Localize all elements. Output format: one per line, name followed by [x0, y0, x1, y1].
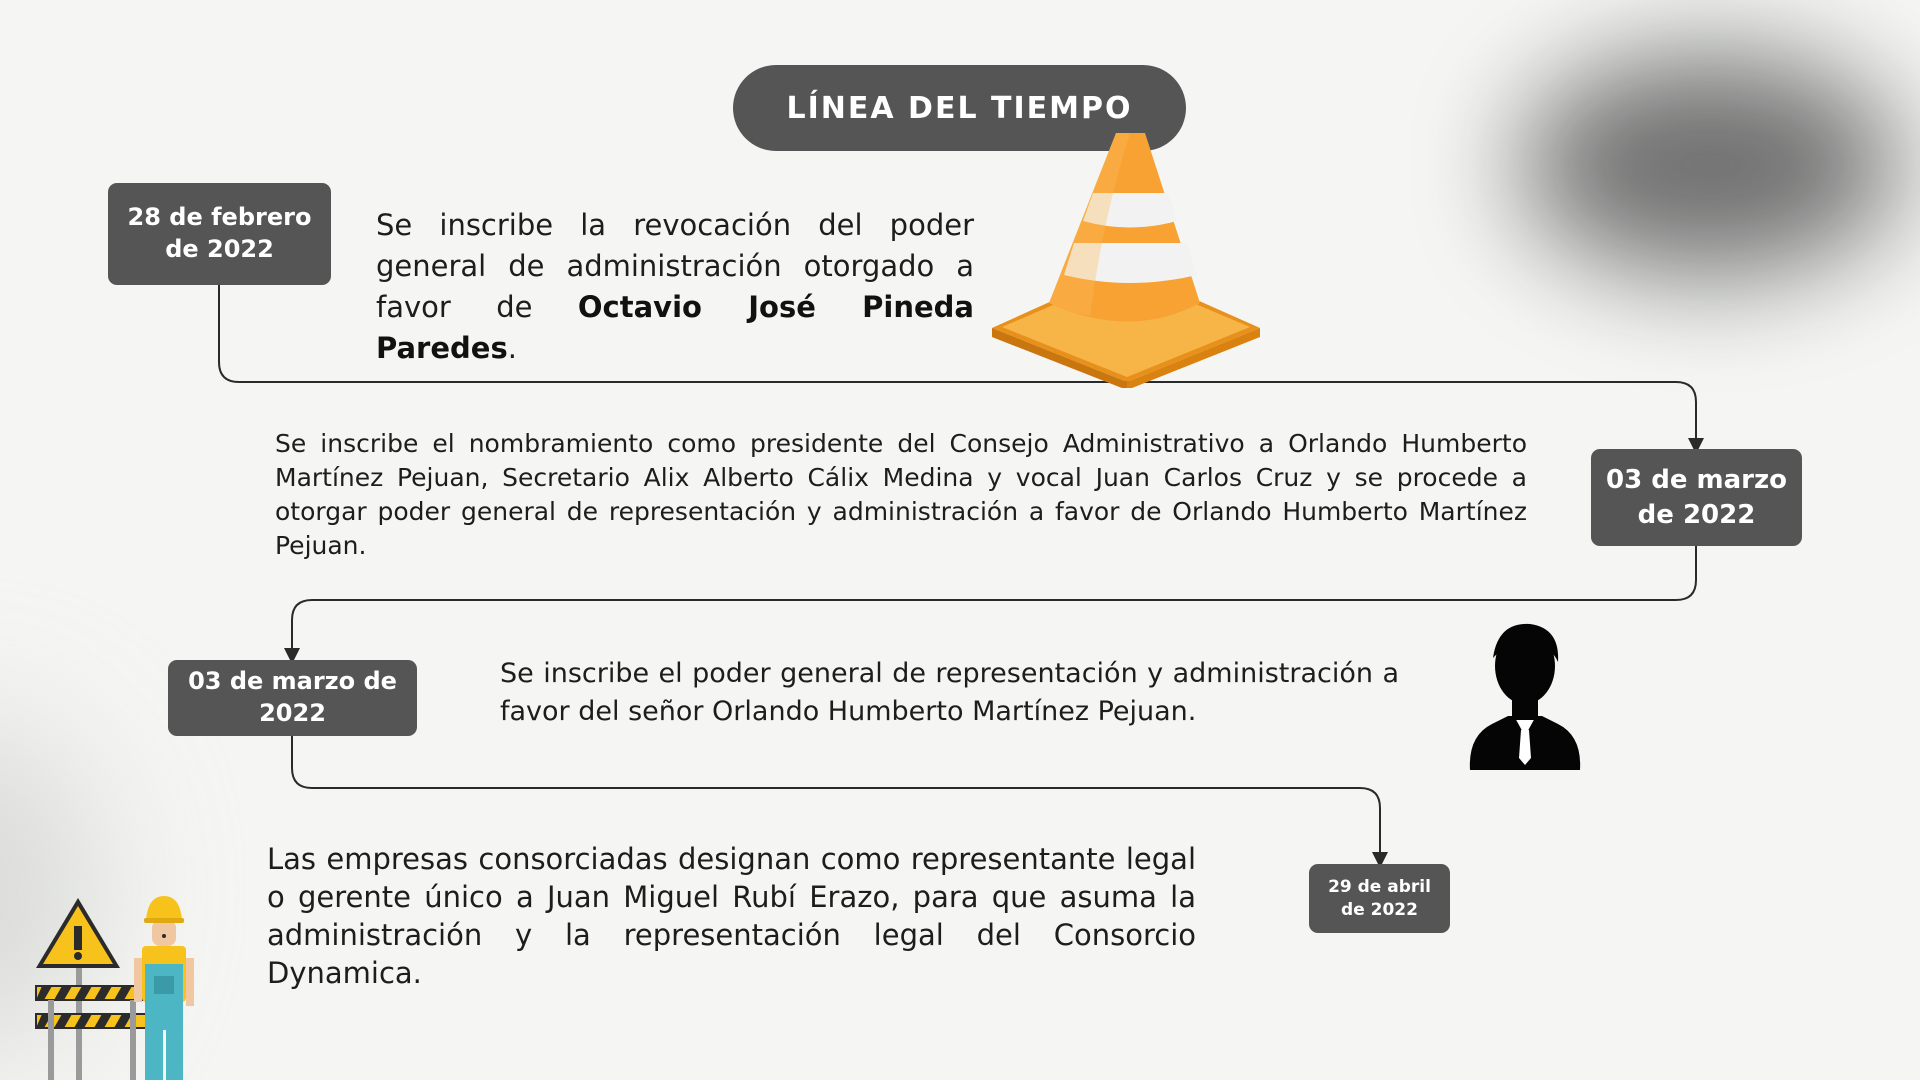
date-box-1 [108, 183, 331, 285]
date-label-2: 03 de marzo de 2022 [1606, 465, 1787, 530]
event-description-1 [376, 205, 974, 369]
event-description-2: Se inscribe el nombramiento como presidente del Consejo Administrativo a Orlando Humberto Martínez Pejuan, Secretario Alix Alberto Cálix Medina y vocal Juan Carlos Cruz y se procede a otorgar poder general de representación y administración a favor de Orlando Humberto Martínez Pejuan. [275, 429, 1527, 560]
event-1-text: Se inscribe la revocación del poder general de administración otorgado a favor de [376, 208, 974, 324]
event-description-3: Se inscribe el poder general de representación y administración a favor del señor Orlando Humberto Martínez Pejuan. [500, 658, 1399, 727]
event-1-bold-name: Octavio José Pineda Paredes [376, 290, 974, 365]
construction-worker-icon [18, 890, 208, 1080]
date-label-3: 03 de marzo de 2022 [188, 667, 397, 727]
date-box-4 [1309, 864, 1450, 933]
date-box-2 [1591, 449, 1802, 546]
event-description-4: Las empresas consorciadas designan como representante legal o gerente único a Juan Miguel Rubí Erazo, para que asuma la administración y la representación legal del Consorcio Dynamica. [267, 842, 1196, 990]
traffic-cone-icon [985, 128, 1275, 388]
date-box-3 [168, 660, 417, 736]
businessman-icon [1460, 618, 1590, 778]
date-label-1: 28 de febrero de 2022 [127, 203, 312, 263]
event-1-text-end: . [507, 331, 517, 365]
date-label-4: 29 de abril de 2022 [1328, 877, 1431, 920]
timeline-title-text: LÍNEA DEL TIEMPO [786, 90, 1133, 126]
